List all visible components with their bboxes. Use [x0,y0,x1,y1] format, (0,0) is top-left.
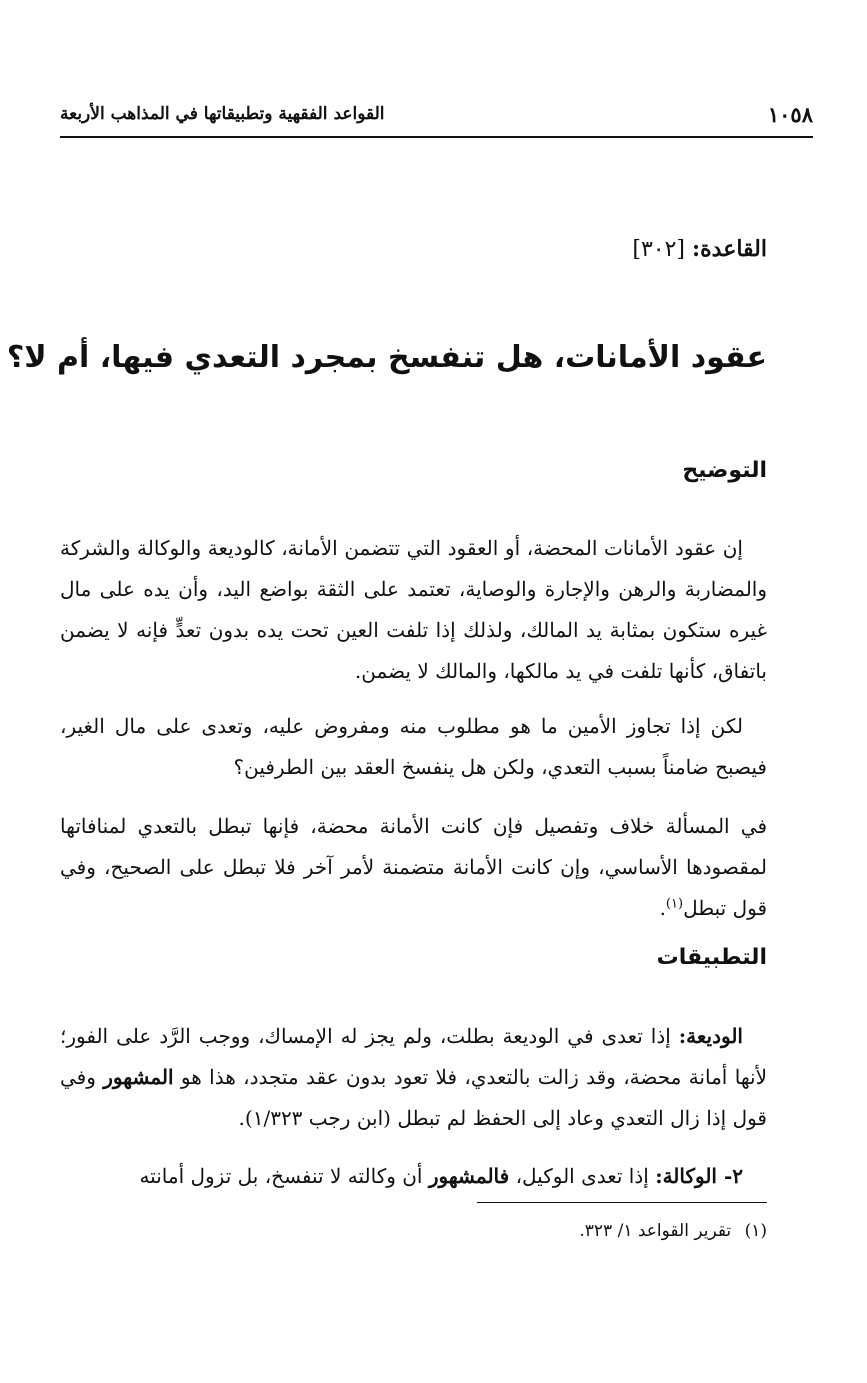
explanation-heading: التوضيح [682,458,767,483]
footnote-text: تقرير القواعد ١/ ٣٢٣. [579,1221,732,1241]
page-title: عقود الأمانات، هل تنفسخ بمجرد التعدي فيها، أم لا؟ [6,340,767,375]
page-header [60,102,813,138]
footnote-divider [477,1202,767,1203]
application-item-deposit [60,1016,767,1139]
agency-label: ٢- الوكالة: [655,1164,743,1188]
rule-label: القاعدة: [692,236,767,262]
agency-text-b: أن وكالته لا تنفسخ، بل تزول أمانته [139,1164,423,1188]
footnote [579,1221,767,1241]
application-item-agency [60,1156,767,1197]
applications-heading: التطبيقات [656,945,767,970]
agency-text-a: إذا تعدى الوكيل، [515,1164,649,1188]
agency-bold-term: فالمشهور [428,1164,510,1188]
rule-number: [٣٠٢] [632,237,686,262]
explanation-paragraph-2: لكن إذا تجاوز الأمين ما هو مطلوب منه ومفروض عليه، وتعدى على مال الغير، فيصبح ضامناً بسبب التعدي، ولكن هل ينفسخ العقد بين الطرفين؟ [60,714,767,779]
explanation-paragraph-1: إن عقود الأمانات المحضة، أو العقود التي تتضمن الأمانة، كالوديعة والوكالة والشركة والمضاربة والرهن والإجارة والوصاية، تعتمد على الثقة بواضع اليد، وأن يده على مال غيره ستكون بمثابة يد المالك، ولذلك إذا تلفت العين تحت يده بدون تعدٍّ فإنه لا يضمن باتفاق، كأنها تلفت في يد مالكها، والمالك لا يضمن. [60,536,767,683]
deposit-bold-term: المشهور [103,1065,174,1089]
paragraph-3-text: في المسألة خلاف وتفصيل فإن كانت الأمانة محضة، فإنها تبطل بالتعدي لمنافاتها لمقصودها الأساسي، وإن كانت الأمانة متضمنة لأمر آخر فلا تبطل على الصحيح، وفي قول تبطل [60,814,767,920]
running-title: القواعد الفقهية وتطبيقاتها في المذاهب الأربعة [60,104,385,124]
footnote-mark: (١) [744,1221,767,1241]
rule-number-line [632,236,767,262]
explanation-paragraph-3 [60,806,767,929]
page-number: ١٠٥٨ [767,102,813,127]
deposit-text-b: وفي قول إذا زال التعدي وعاد إلى الحفظ لم تبطل (ابن رجب ١/٣٢٣). [60,1065,767,1130]
paragraph-3-end: . [659,896,666,920]
deposit-label: الوديعة: [678,1024,743,1048]
footnote-reference[interactable]: (١) [665,896,684,912]
deposit-text-a: إذا تعدى في الوديعة بطلت، ولم يجز له الإمساك، ووجب الرَّد على الفور؛ لأنها أمانة محضة، وقد زالت بالتعدي، فلا تعود بدون عقد متجدد، هذا هو [60,1024,768,1089]
